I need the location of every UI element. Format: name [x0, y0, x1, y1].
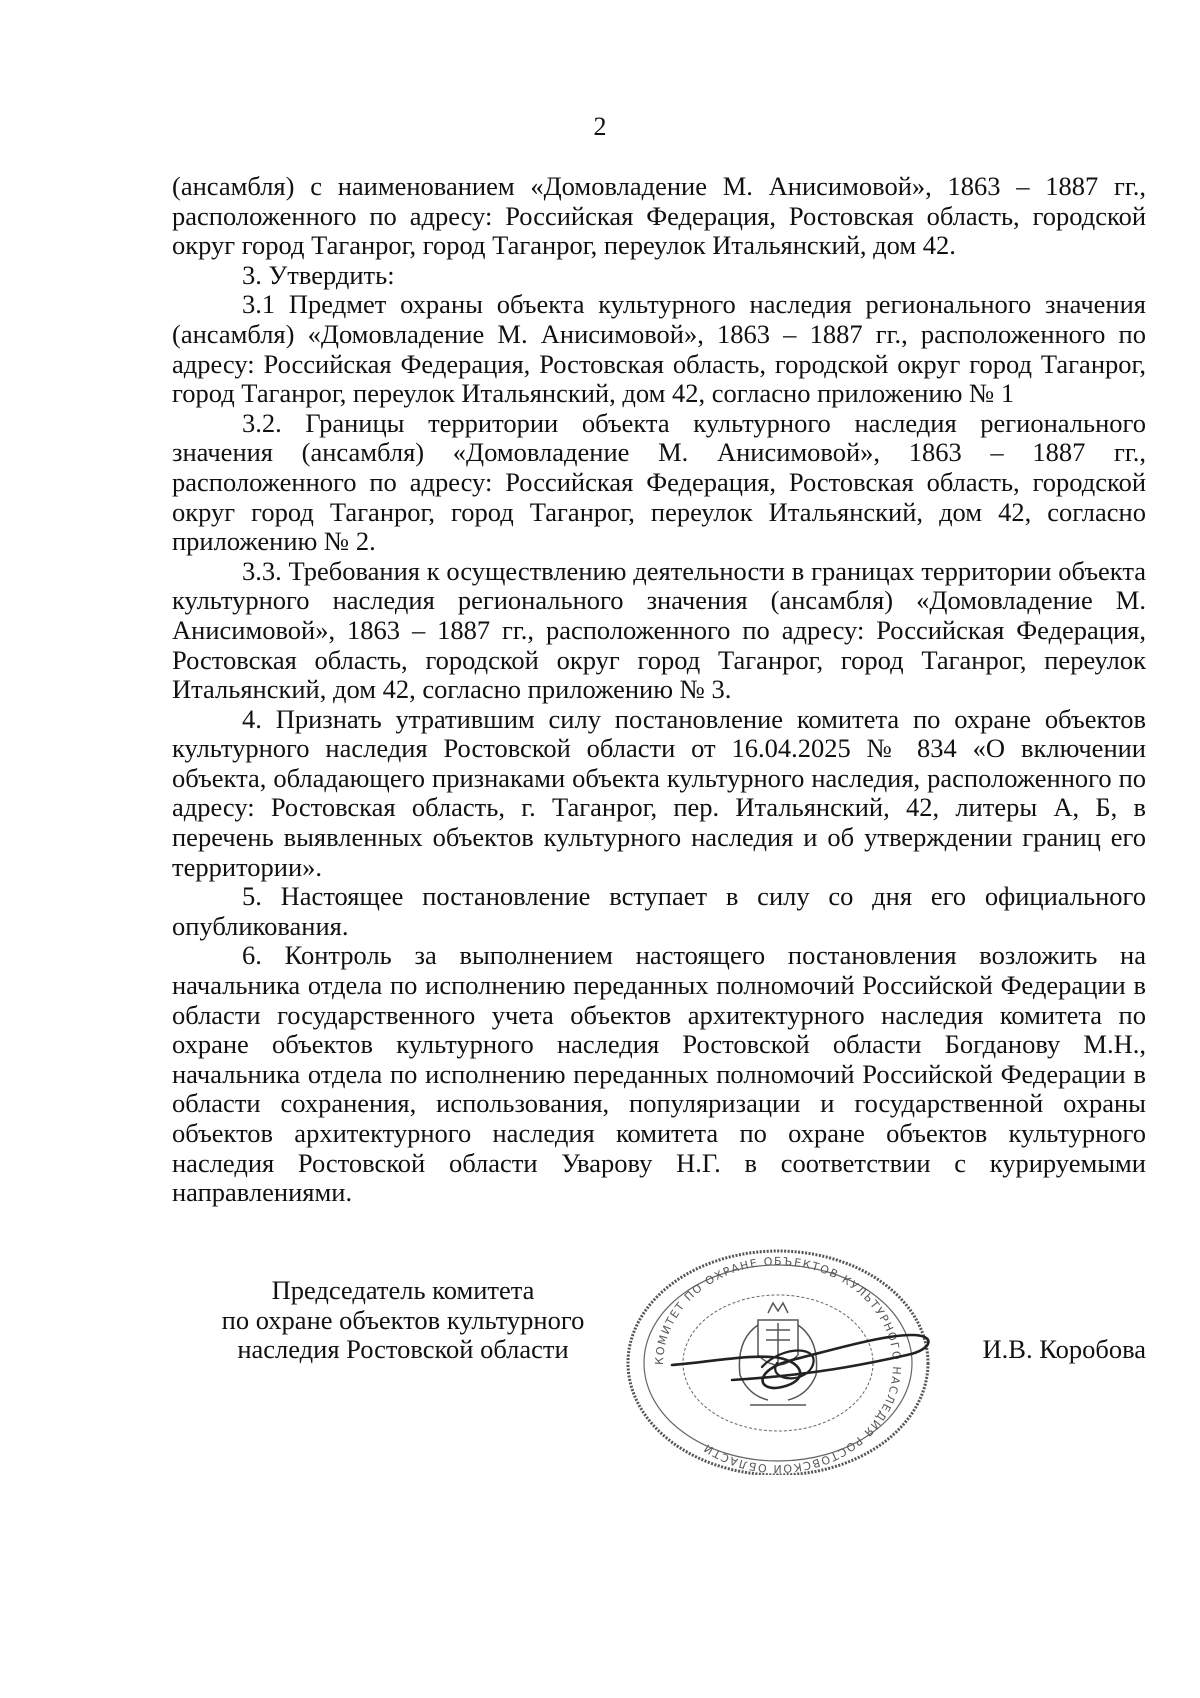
handwritten-signature: [662, 1305, 942, 1400]
signer-position: [172, 1276, 634, 1365]
paragraph-item-3-3: 3.3. Требования к осуществлению деятельности в границах территории объекта культурного наследия регионального значения (ансамбля) «Домовладение М. Анисимовой», 1863 – 1887 гг., расположенного по адресу: Российская Федерация, Ростовская область, городской округ город Таганрог, город Таганрог, переулок Итальянский, дом 42, согласно приложению № 3.: [172, 555, 1146, 705]
signer-position-line: Председатель комитета: [271, 1275, 535, 1305]
document-body: [172, 172, 1146, 1208]
paragraph-item-3-2: 3.2. Границы территории объекта культурного наследия регионального значения (ансамбля) «Домовладение М. Анисимовой», 1863 – 1887 гг., расположенного по адресу: Российская Федерация, Ростовская область, городской округ город Таганрог, город Таганрог, переулок Итальянский, дом 42, согласно приложению № 2.: [172, 407, 1146, 557]
paragraph-item-5: 5. Настоящее постановление вступает в силу со дня его официального опубликования.: [172, 881, 1146, 941]
signer-position-line: наследия Ростовской области: [237, 1334, 569, 1365]
signer-position-line: по охране объектов культурного: [221, 1304, 585, 1335]
page-number: 2: [593, 112, 607, 141]
paragraph-continuation: (ансамбля) с наименованием «Домовладение М. Анисимовой», 1863 – 1887 гг., расположенного по адресу: Российская Федерация, Ростовская область, городской округ город Таганрог, город Таганрог, переулок Итальянский, дом 42.: [172, 171, 1146, 261]
paragraph-item-4: 4. Признать утратившим силу постановление комитета по охране объектов культурного наследия Ростовской области от 16.04.2025 № 834 «О включении объекта, обладающего признаками объекта культурного наследия, расположенного по адресу: Ростовская область, г. Таганрог, пер. Итальянский, 42, литеры А, Б, в перечень выявленных объектов культурного наследия и об утверждении границ его территории».: [172, 703, 1146, 882]
seal-text: КОМИТЕТ ПО ОХРАНЕ ОБЪЕКТОВ КУЛЬТУРНОГО НАСЛЕДИЯ РОСТОВСКОЙ ОБЛАСТИ: [652, 1254, 904, 1475]
signature-block: [0, 1276, 1200, 1516]
paragraph-item-3: 3. Утвердить:: [242, 259, 395, 290]
paragraph-item-3-1: 3.1 Предмет охраны объекта культурного наследия регионального значения (ансамбля) «Домовладение М. Анисимовой», 1863 – 1887 гг., расположенного по адресу: Российская Федерация, Ростовская область, городской округ город Таганрог, город Таганрог, переулок Итальянский, дом 42, согласно приложению № 1: [172, 289, 1146, 409]
paragraph-item-6: 6. Контроль за выполнением настоящего постановления возложить на начальника отдела по исполнению переданных полномочий Российской Федерации в области государственного учета объектов архитектурного наследия комитета по охране объектов культурного наследия Ростовской области Богданову М.Н., начальника отдела по исполнению переданных полномочий Российской Федерации в области сохранения, использования, популяризации и государственной охраны объектов архитектурного наследия комитета по охране объектов культурного наследия Ростовской области Уварову Н.Г. в соответствии с курируемыми направлениями.: [172, 940, 1146, 1208]
signer-name: И.В. Коробова: [982, 1334, 1146, 1364]
